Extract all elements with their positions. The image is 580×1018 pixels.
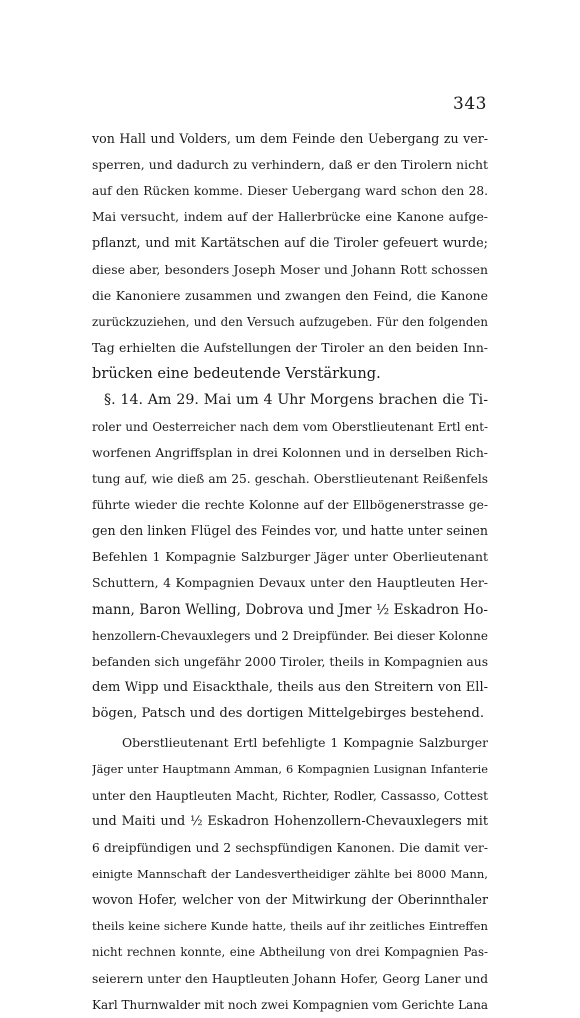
text-line: §. 14. Am 29. Mai um 4 Uhr Morgens brachen die Ti- — [104, 392, 488, 409]
text-line: Jäger unter Hauptmann Amman, 6 Kompagnien Lusignan Infanterie — [92, 762, 488, 777]
text-line: brücken eine bedeutende Verstärkung. — [92, 365, 381, 383]
text-line: theils keine sichere Kunde hatte, theils auf ihr zeitliches Eintreffen — [92, 919, 488, 934]
text-line: Karl Thurnwalder mit noch zwei Kompagnien vom Gerichte Lana — [92, 997, 488, 1012]
text-line: gen den linken Flügel des Feindes vor, und hatte unter seinen — [92, 523, 488, 539]
text-line: seierern unter den Hauptleuten Johann Hofer, Georg Laner und — [92, 971, 488, 986]
text-line: Befehlen 1 Kompagnie Salzburger Jäger unter Oberlieutenant — [92, 549, 488, 565]
text-line: nicht rechnen konnte, eine Abtheilung von drei Kompagnien Pas- — [92, 945, 488, 960]
paragraph — [92, 126, 488, 387]
text-line: Oberstlieutenant Ertl befehligte 1 Kompagnie Salzburger — [122, 735, 488, 751]
text-line: wovon Hofer, welcher von der Mitwirkung der Oberinnthaler — [92, 892, 488, 908]
text-line: henzollern-Chevauxlegers und 2 Dreipfünder. Bei dieser Kolonne — [92, 628, 488, 643]
text-line: von Hall und Volders, um dem Feinde den Uebergang zu ver- — [92, 131, 488, 146]
text-line: und Maiti und ½ Eskadron Hohenzollern-Chevauxlegers mit — [92, 813, 488, 829]
page-number: 343 — [453, 94, 487, 114]
text-line: zurückzuziehen, und den Versuch aufzugeben. Für den folgenden — [92, 314, 488, 329]
text-line: sperren, und dadurch zu verhindern, daß er den Tirolern nicht — [92, 157, 488, 173]
text-line: 6 dreipfündigen und 2 sechspfündigen Kanonen. Die damit ver- — [92, 840, 488, 855]
text-line: pflanzt, und mit Kartätschen auf die Tiroler gefeuert wurde; — [92, 235, 488, 251]
text-line: unter den Hauptleuten Macht, Richter, Rodler, Cassasso, Cottest — [92, 788, 488, 803]
text-line: dem Wipp und Eisackthale, theils aus den Streitern von Ell- — [92, 679, 488, 695]
text-line: mann, Baron Welling, Dobrova und Jmer ½ Eskadron Ho- — [92, 601, 488, 618]
text-line: worfenen Angriffsplan in drei Kolonnen und in derselben Rich- — [92, 444, 488, 460]
text-line: Schuttern, 4 Kompagnien Devaux unter den Hauptleuten Her- — [92, 575, 488, 591]
body-text — [92, 126, 488, 1018]
text-line: tung auf, wie dieß am 25. geschah. Oberstlieutenant Reißenfels — [92, 471, 488, 486]
text-line: bögen, Patsch und des dortigen Mittelgebirges bestehend. — [92, 706, 485, 722]
paragraph — [92, 387, 488, 727]
text-line: diese aber, besonders Joseph Moser und Johann Rott schossen — [92, 261, 488, 277]
text-line: befanden sich ungefähr 2000 Tiroler, theils in Kompagnien aus — [92, 653, 488, 669]
text-line: die Kanoniere zusammen und zwangen den Feind, die Kanone — [92, 287, 488, 303]
text-line: Tag erhielten die Aufstellungen der Tiroler an den beiden Inn- — [92, 340, 488, 356]
text-line: Mai versucht, indem auf der Hallerbrücke eine Kanone aufge- — [92, 209, 488, 225]
text-line: führte wieder die rechte Kolonne auf der Ellbögenerstrasse ge- — [92, 497, 488, 512]
text-line: roler und Oesterreicher nach dem vom Oberstlieutenant Ertl ent- — [92, 419, 488, 434]
text-line: auf den Rücken komme. Dieser Uebergang ward schon den 28. — [92, 184, 488, 199]
paragraph — [92, 730, 488, 1018]
text-line: einigte Mannschaft der Landesvertheidiger zählte bei 8000 Mann, — [92, 866, 488, 881]
